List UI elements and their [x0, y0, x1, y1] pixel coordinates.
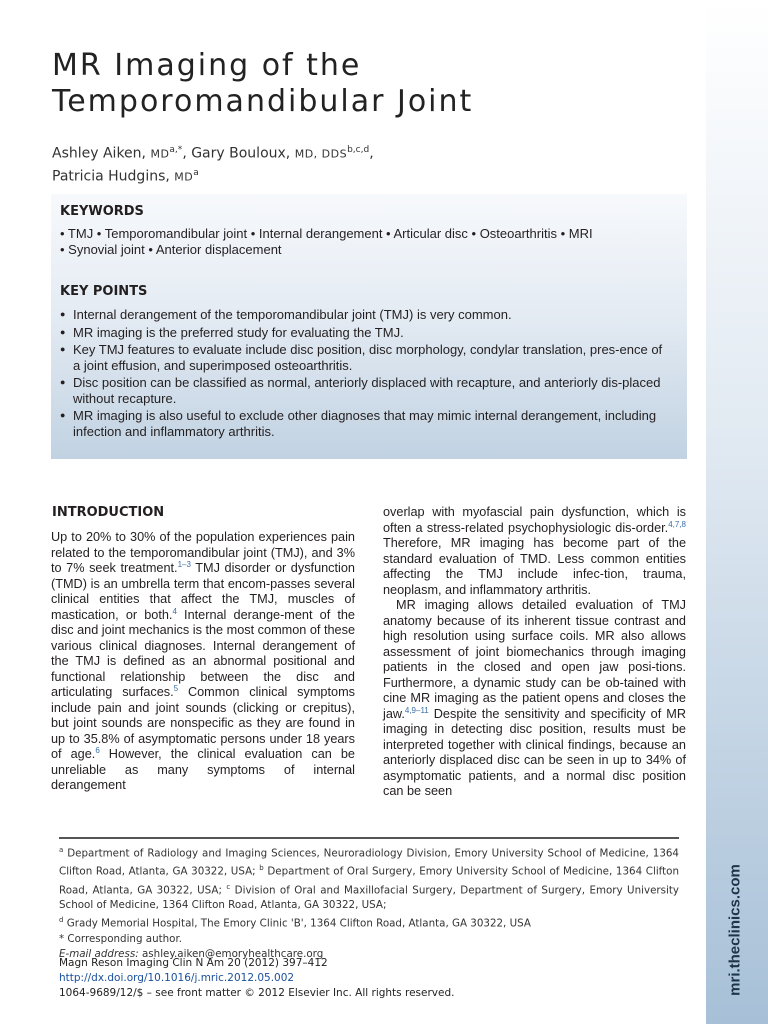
- body-text: Therefore, MR imaging has become part of the standard evaluation of TMD. Less common entities affecting the TMJ include infec-tion, trauma, neoplasm, and inflammatory arthritis.: [383, 536, 686, 597]
- author-2-name: , Gary Bouloux,: [182, 145, 295, 162]
- journal-info: [59, 956, 659, 1001]
- citation-link[interactable]: 4: [172, 606, 177, 616]
- title-line-2: Temporomandibular Joint: [52, 84, 474, 119]
- affiliation-d: Grady Memorial Hospital, The Emory Clinic 'B', 1364 Clifton Road, Atlanta, GA 30322, USA: [63, 917, 531, 930]
- keywords-line-1: • TMJ • Temporomandibular joint • Internal derangement • Articular disc • Osteoarthritis • MRI: [60, 226, 593, 241]
- affiliation-b: Department of Oral Surgery, Emory University School of Medicine, 1364 Clifton Road, Atlanta, GA 30322, USA;: [59, 865, 679, 897]
- introduction-heading: INTRODUCTION: [52, 505, 165, 520]
- keywords-list: [60, 226, 680, 257]
- body-text: Up to 20% to 30% of the population experiences pain related to the temporomandibular joint (TMJ), and 3% to 7% seek treatment.: [51, 530, 355, 575]
- key-point-item: ● Internal derangement of the temporomandibular joint (TMJ) is very common.: [60, 307, 672, 323]
- body-column-left: [51, 530, 355, 794]
- author-list: [52, 141, 692, 186]
- author-3-affiliation: a: [193, 167, 199, 178]
- body-text: Internal derange-ment of the disc and joint mechanics is the most common of these various clinical diagnoses. Internal derangement of the TMJ is defined as an abnormal positional and functional relationship between the disc and articulating surfaces.: [51, 607, 355, 699]
- affiliation-a: Department of Radiology and Imaging Sciences, Neuroradiology Division, Emory University School of Medicine, 1364 Clifton Road, Atlanta, GA 30322, USA;: [59, 847, 679, 878]
- sidebar-website[interactable]: [720, 864, 750, 1000]
- affiliation-marker: a: [59, 846, 64, 854]
- author-1-name: Ashley Aiken,: [52, 145, 151, 162]
- footnote-divider: [59, 837, 679, 839]
- citation-link[interactable]: 4,7,8: [668, 519, 686, 529]
- body-column-right: [383, 505, 686, 800]
- email-label: E-mail address:: [59, 947, 139, 960]
- intro-paragraph-1: [51, 530, 355, 794]
- affiliation-marker: b: [259, 864, 264, 873]
- key-points-list: [60, 307, 672, 441]
- citation-link[interactable]: 4,9–11: [404, 705, 429, 715]
- doi-link[interactable]: http://dx.doi.org/10.1016/j.mric.2012.05.002: [59, 972, 295, 984]
- affiliation-marker: c: [226, 882, 231, 891]
- author-1-affiliation: a,*: [169, 145, 183, 155]
- article-title: [52, 48, 692, 120]
- author-2-trail: ,: [369, 145, 374, 162]
- key-point-item: ● MR imaging is the preferred study for evaluating the TMJ.: [60, 325, 672, 341]
- body-text: However, the clinical evaluation can be unreliable as many symptoms of internal derangement: [51, 747, 355, 792]
- citation-link[interactable]: 1–3: [177, 559, 191, 569]
- author-3-name: Patricia Hudgins,: [52, 168, 175, 185]
- body-text: TMJ disorder or dysfunction (TMD) is an umbrella term that encom-passes several clinical entities that affect the TMJ, muscles of mastication, or both.: [51, 561, 355, 622]
- author-2-degree: MD, DDS: [294, 147, 348, 161]
- journal-citation: Magn Reson Imaging Clin N Am 20 (2012) 397–412: [59, 957, 328, 969]
- affiliations: [59, 843, 679, 962]
- corresponding-author: * Corresponding author.: [59, 932, 183, 945]
- affiliation-text: [59, 843, 679, 932]
- affiliation-marker: d: [59, 916, 64, 925]
- keywords-heading: KEYWORDS: [60, 204, 144, 219]
- body-text: overlap with myofascial pain dysfunction, which is often a stress-related psychophysiologic dis-order.: [383, 505, 686, 535]
- citation-link[interactable]: 5: [173, 683, 179, 693]
- author-2-affiliation: b,c,d: [347, 145, 370, 155]
- key-points-heading: KEY POINTS: [60, 284, 148, 299]
- author-3-degree: MD: [174, 170, 194, 184]
- key-point-item: ● Key TMJ features to evaluate include disc position, disc morphology, condylar translation, pres-ence of a joint effusion, and superimposed osteoarthritis.: [60, 342, 672, 373]
- body-text: Common clinical symptoms include pain and joint sounds (clicking or crepitus), but joint sounds are nonspecific as they are found in up to 35.8% of asymptomatic persons under 18 years of age.: [51, 685, 355, 761]
- intro-paragraph-2: [383, 598, 686, 800]
- author-1-degree: MD: [150, 147, 170, 161]
- key-point-item: ● Disc position can be classified as normal, anteriorly displaced with recapture, and anteriorly dis-placed without recapture.: [60, 375, 672, 406]
- email-address[interactable]: ashley.aiken@emoryhealthcare.org: [138, 947, 324, 960]
- copyright-line: 1064-9689/12/$ – see front matter © 2012 Elsevier Inc. All rights reserved.: [59, 987, 455, 999]
- body-text: MR imaging allows detailed evaluation of TMJ anatomy because of its inherent tissue contrast and high resolution using surface coils. MR also allows assessment of joint biomechanics through imaging patients in the closed and open jaw posi-tions. Furthermore, a dynamic study can be ob-tained with cine MR imaging as the patient opens and closes the jaw.: [383, 598, 686, 721]
- keywords-line-2: • Synovial joint • Anterior displacement: [60, 241, 282, 257]
- affiliation-c: Division of Oral and Maxillofacial Surgery, Department of Surgery, Emory University School of Medicine, 1364 Clifton Road, Atlanta, GA 30322, USA;: [59, 884, 679, 912]
- citation-link[interactable]: 6: [95, 745, 100, 755]
- intro-paragraph-1-cont: [383, 505, 686, 598]
- title-line-1: MR Imaging of the: [52, 48, 362, 83]
- body-text: Despite the sensitivity and specificity of MR imaging in detecting disc position, results must be interpreted together with clinical findings, because an anteriorly displaced disc can be seen in up to 34% of asymptomatic patients, and a normal disc position can be seen: [383, 706, 686, 798]
- sidebar-url-text: mri.theclinics.com: [726, 864, 744, 996]
- key-point-item: ● MR imaging is also useful to exclude other diagnoses that may mimic internal derangement, including infection and inflammatory arthritis.: [60, 408, 672, 439]
